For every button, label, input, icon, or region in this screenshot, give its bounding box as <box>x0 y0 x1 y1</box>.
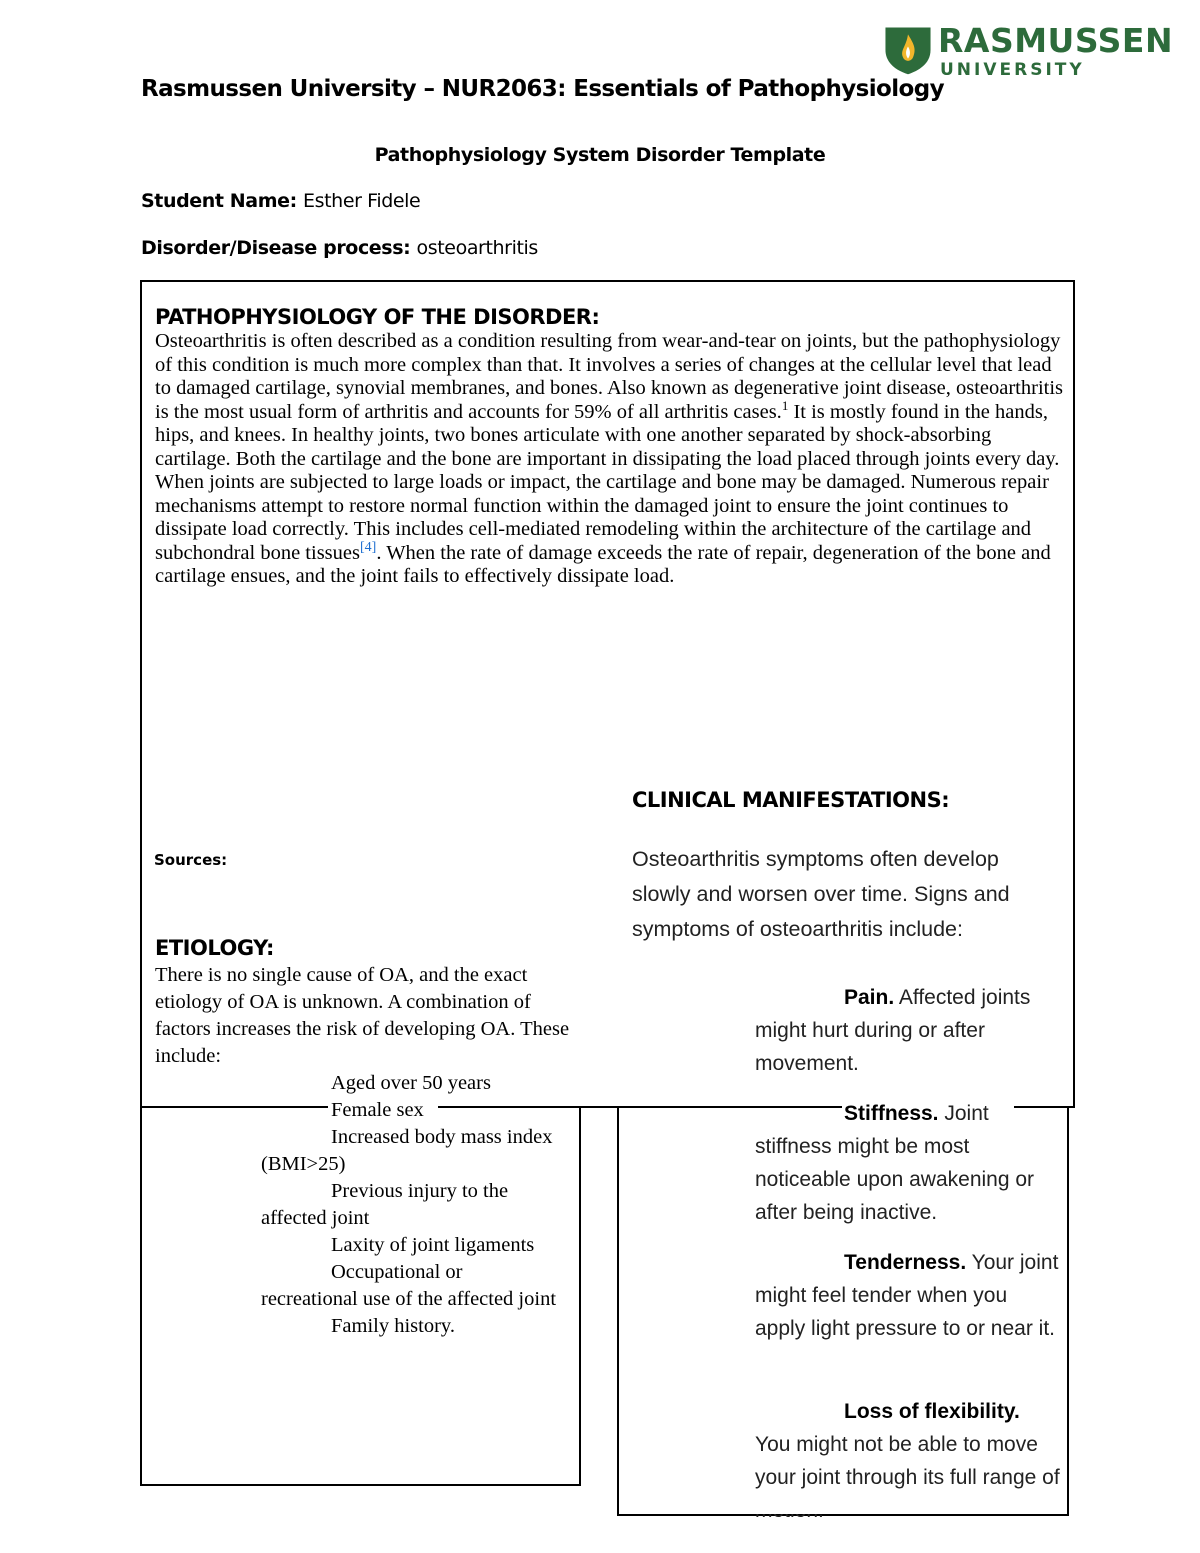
clinical-intro: Osteoarthritis symptoms often develop slowly and worsen over time. Signs and symptoms of osteoarthritis include: <box>632 847 1010 941</box>
pathophysiology-text-part2: It is mostly found in the hands, hips, and knees. In healthy joints, two bones articulate with one another separated by shock-absorbing cartilage. Both the cartilage and the bone are important in dissipating the load placed through joints every day. When joints are subjected to large loads or impact, the cartilage and bone may be damaged. Numerous repair mechanisms attempt to restore normal function within the damaged joint to ensure the joint continues to dissipate load correctly. This includes cell-mediated remodeling within the architecture of the cartilage and subchondral bone tissues <box>155 400 1060 564</box>
clip-mask <box>620 1500 1066 1514</box>
student-name-label: Student Name: <box>141 190 304 212</box>
list-item: Occupational or recreational use of the affected joint <box>261 1261 557 1310</box>
list-item: Aged over 50 years <box>331 1072 491 1094</box>
student-name-line <box>141 190 420 212</box>
course-title: Rasmussen University – NUR2063: Essentials of Pathophysiology <box>141 76 944 102</box>
symptom-title: Tenderness. <box>844 1251 967 1274</box>
etiology-heading: ETIOLOGY: <box>155 936 274 960</box>
etiology-text: There is no single cause of OA, and the exact etiology of OA is unknown. A combination of factors increases the risk of developing OA. These include: <box>155 964 570 1067</box>
student-name-value: Esther Fidele <box>303 190 421 212</box>
template-title: Pathophysiology System Disorder Template <box>374 144 826 166</box>
disorder-value: osteoarthritis <box>416 237 538 259</box>
list-item: Laxity of joint ligaments <box>331 1234 535 1256</box>
symptom-item <box>755 1097 1060 1229</box>
pathophysiology-text-part3: . When the rate of damage exceeds the rate of repair, degeneration of the bone and cartilage ensues, and the joint fails to effectively dissipate load. <box>155 541 1051 587</box>
symptom-item <box>755 981 1060 1080</box>
university-shield-logo <box>882 22 934 78</box>
risk-factor-list <box>261 1070 561 1340</box>
symptom-text: Affected joints might hurt during or after movement. <box>755 986 1031 1075</box>
symptom-text: Your joint might feel tender when you apply light pressure to or near it. <box>755 1251 1059 1340</box>
sources-label: Sources: <box>154 851 228 869</box>
footnote-marker: 1 <box>781 397 789 413</box>
clinical-heading: CLINICAL MANIFESTATIONS: <box>632 788 950 812</box>
list-item: Previous injury to the affected joint <box>261 1180 509 1229</box>
symptom-title: Stiffness. <box>844 1102 939 1125</box>
disorder-line <box>141 237 538 259</box>
pathophysiology-heading: PATHOPHYSIOLOGY OF THE DISORDER: <box>155 305 600 329</box>
symptom-text: Joint stiffness might be most noticeable upon awakening or after being inactive. <box>755 1102 1035 1224</box>
pathophysiology-text-part1: Osteoarthritis is often described as a condition resulting from wear-and-tear on joints, but the pathophysiology of this condition is much more complex than that. It involves a series of changes at the cellular level that lead to damaged cartilage, synovial membranes, and bones. Also known as degenerative joint disease, osteoarthritis is the most usual form of arthritis and accounts for 59% of all arthritis cases. <box>155 330 1064 423</box>
logo-wordmark: RASMUSSEN <box>938 21 1174 60</box>
symptom-title: Loss of flexibility. <box>844 1400 1020 1423</box>
disorder-label: Disorder/Disease process: <box>141 237 417 259</box>
list-item: Increased body mass index (BMI>25) <box>261 1126 553 1175</box>
symptom-text: You might not be able to move your joint through its full range of <box>755 1433 1060 1489</box>
symptom-item <box>755 1246 1060 1345</box>
pathophysiology-text <box>155 330 1065 589</box>
list-item: Family history. <box>331 1315 455 1337</box>
logo-subtitle: UNIVERSITY <box>940 60 1085 80</box>
citation-link[interactable]: [4] <box>359 539 377 555</box>
list-item: Female sex <box>331 1099 424 1121</box>
symptom-title: Pain. <box>844 986 895 1009</box>
